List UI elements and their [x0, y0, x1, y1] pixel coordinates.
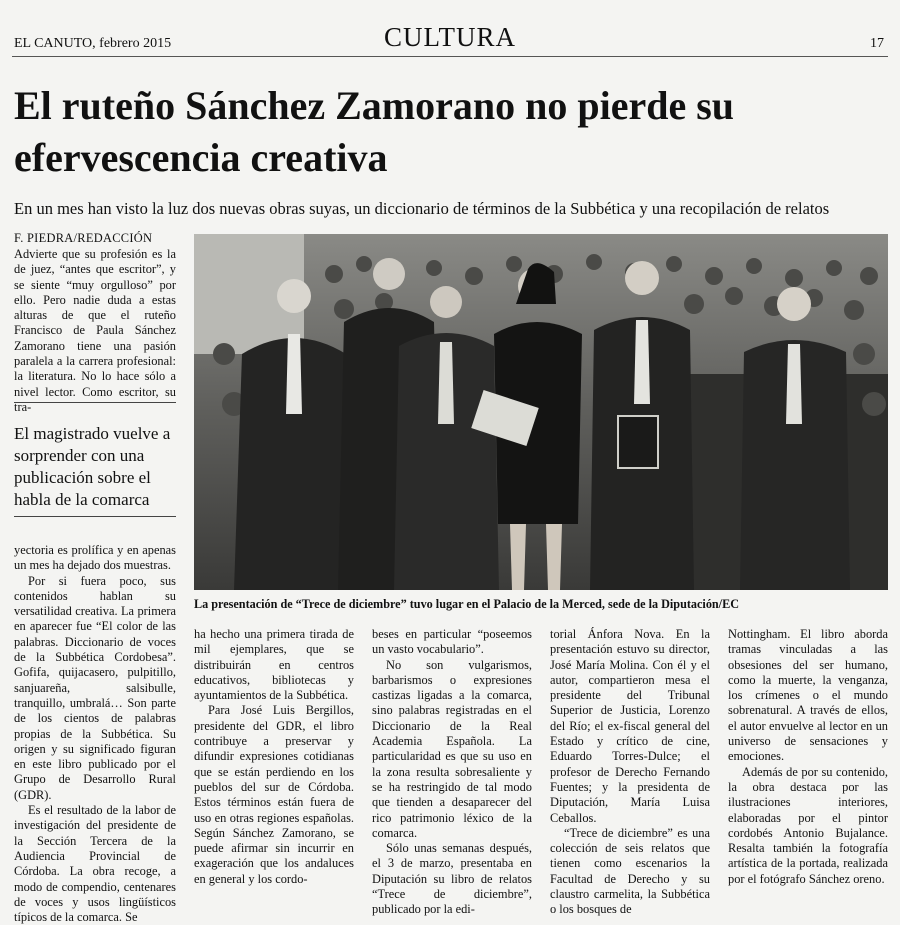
- pullquote: El magistrado vuelve a sorprender con una publicación sobre el habla de la comarca: [14, 424, 171, 509]
- headline: El ruteño Sánchez Zamorano no pierde su efervescencia creativa: [14, 83, 735, 180]
- paragraph: Advierte que su profesión es la de juez, “antes que escritor”, y se siente “muy orgulloso” por ello. Pero nadie duda a estas alturas de que el ruteño Francisco de Paula Sánchez Zamorano tiene una pasión paralela a la carrera profesional: la literatura. No lo hace sólo a nivel lector. Como escritor, su tra-: [14, 247, 176, 414]
- article-column-4: [550, 627, 710, 918]
- paragraph: “Trece de diciembre” es una colección de seis relatos que tienen como escenarios la Facultad de Derecho y su claustro carmelita, la Subbética o los bosques de: [550, 825, 710, 917]
- photo-caption: La presentación de “Trece de diciembre” tuvo lugar en el Palacio de la Merced, sede de la Diputación/EC: [194, 597, 740, 611]
- article-column-3: [372, 627, 532, 918]
- section-title: CULTURA: [383, 22, 517, 52]
- article-column-1-bottom: [14, 543, 176, 925]
- paragraph: yectoria es prolífica y en apenas un mes ha dejado dos muestras.: [14, 543, 176, 573]
- byline: F. PIEDRA/REDACCIÓN: [14, 231, 153, 245]
- paragraph: Nottingham. El libro aborda tramas vinculadas a las obsesiones del ser humano, como la muerte, la venganza, los crímenes o el mundo sobrenatural. A través de ellos, el autor envuelve al lector en un universo de sensaciones y emociones.: [728, 627, 888, 764]
- paragraph: Para José Luis Bergillos, presidente del GDR, el libro contribuye a preservar y difundir expresiones cotidianas que se están perdiendo en los pueblos del sur de Córdoba. Estos términos están fuera de uso en otras regiones españolas. Según Sánchez Zamorano, se puede afirmar sin incurrir en exageración que los andaluces en general y los cordo-: [194, 703, 354, 886]
- paragraph: Además de por su contenido, la obra destaca por las ilustraciones interiores, elaboradas por el pintor cordobés Antonio Bujalance. Resalta también la fotografía artística de la portada, realizada por el fotógrafo Sánchez oreno.: [728, 764, 888, 886]
- article-column-5: [728, 627, 888, 887]
- photo-illustration: [194, 234, 888, 590]
- paragraph: Sólo unas semanas después, el 3 de marzo, presentaba en Diputación su libro de relatos “Trece de diciembre”, publicado por la edi-: [372, 841, 532, 917]
- paragraph: No son vulgarismos, barbarismos o expresiones castizas ligadas a la comarca, sino palabras registradas en el Diccionario de la Real Academia Española. La particularidad es que su uso en la zona resulta sobresaliente y se ha restringido de tal modo que tienden a desaparecer del rico patrimonio léxico de la comarca.: [372, 657, 532, 840]
- article-column-2: [194, 627, 354, 887]
- paragraph: Por si fuera poco, sus contenidos hablan su versatilidad creativa. La primera en aparecer fue “El color de las palabras. Diccionario de voces de la Subbética Cordobesa”. Gofifa, quijacasero, pulpitillo, sanjuareña, salsibulle, tranquillo, umbralá… Son parte de los cientos de palabras propias de la Subbética. Su origen y su significado figuran en este libro publicado por el Grupo de Desarrollo Rural (GDR).: [14, 573, 176, 802]
- page-number: 17: [870, 36, 884, 51]
- pullquote-rule-top: [14, 402, 176, 403]
- paragraph: ha hecho una primera tirada de mil ejemplares, que se distribuirán en centros educativos, bibliotecas y ayuntamientos de la Subbética.: [194, 627, 354, 703]
- article-column-1-top: [14, 247, 176, 415]
- subheadline: En un mes han visto la luz dos nuevas obras suyas, un diccionario de términos de la Subbética y una recopilación de relatos: [14, 199, 830, 218]
- newspaper-name-date: EL CANUTO, febrero 2015: [14, 36, 172, 51]
- event-photo: [194, 234, 888, 590]
- paragraph: Es el resultado de la labor de investigación del presidente de la Sección Tercera de la Audiencia Provincial de Córdoba. La obra recoge, a modo de compendio, centenares de voces y usos lingüísticos típicos de la comarca. Se: [14, 803, 176, 925]
- paragraph: torial Ánfora Nova. En la presentación estuvo su director, José María Molina. Con él y el autor, compartieron mesa el presidente del Tribunal Superior de Justicia, Lorenzo del Río; el ex-fiscal general del Estado y crítico de cine, Eduardo Torres-Dulce; el profesor de Derecho Fernando Fuentes; y la presidenta de Diputación, María Luisa Ceballos.: [550, 627, 710, 825]
- pullquote-rule-bottom: [14, 516, 176, 517]
- header-rule: [12, 56, 888, 57]
- paragraph: beses en particular “poseemos un vasto vocabulario”.: [372, 627, 532, 657]
